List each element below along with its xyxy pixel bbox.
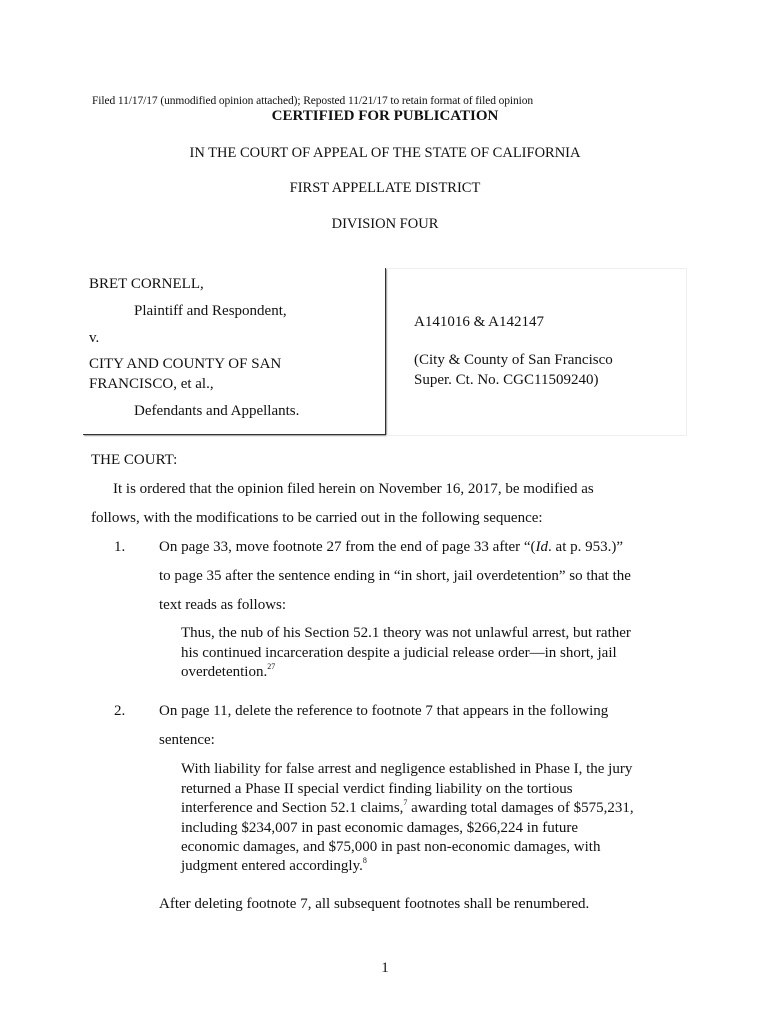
footnote-27-marker: 27 bbox=[267, 662, 276, 671]
item2-number: 2. bbox=[114, 703, 126, 719]
district-heading: FIRST APPELLATE DISTRICT bbox=[289, 180, 481, 196]
superior-court-line2: Super. Ct. No. CGC11509240) bbox=[414, 372, 599, 388]
item1-line1: On page 33, move footnote 27 from the end of page 33 after “(Id. at p. 953.)” bbox=[159, 539, 624, 555]
intro-line2: follows, with the modifications to be carried out in the following sequence: bbox=[91, 510, 543, 526]
certified-heading: CERTIFIED FOR PUBLICATION bbox=[271, 108, 499, 124]
footnote-8-marker: 8 bbox=[362, 856, 367, 865]
page-number: 1 bbox=[381, 960, 389, 976]
plaintiff-role: Plaintiff and Respondent, bbox=[134, 303, 287, 319]
division-heading: DIVISION FOUR bbox=[331, 216, 439, 232]
item2-line1: On page 11, delete the reference to footnote 7 that appears in the following bbox=[159, 703, 609, 719]
item1-quote-line2: his continued incarceration despite a judicial release order—in short, jail bbox=[181, 645, 617, 661]
the-court-label: THE COURT: bbox=[91, 452, 178, 468]
item1-quote-line1: Thus, the nub of his Section 52.1 theory was not unlawful arrest, but rather bbox=[181, 625, 631, 641]
item1-quote-line3: overdetention.$^{27}$ bbox=[181, 662, 276, 680]
item1-line3: text reads as follows: bbox=[159, 597, 287, 613]
intro-line1: It is ordered that the opinion filed herein on November 16, 2017, be modified as bbox=[113, 481, 594, 497]
item2-quote-line2: returned a Phase II special verdict finding liability on the tortious bbox=[181, 781, 573, 797]
footnote-7-marker: 7 bbox=[403, 798, 408, 807]
defendant-name-line2: FRANCISCO, et al., bbox=[89, 376, 214, 392]
item1-line2: to page 35 after the sentence ending in “in short, jail overdetention” so that the bbox=[159, 568, 631, 584]
versus: v. bbox=[89, 330, 100, 346]
defendant-role: Defendants and Appellants. bbox=[134, 403, 300, 419]
item2-quote-line6: judgment entered accordingly.$^8$ bbox=[181, 856, 367, 874]
item2-after-note: After deleting footnote 7, all subsequent footnotes shall be renumbered. bbox=[159, 896, 590, 912]
superior-court-line1: (City & County of San Francisco bbox=[414, 352, 613, 368]
item2-quote-line1: With liability for false arrest and negligence established in Phase I, the jury bbox=[181, 761, 633, 777]
case-numbers: A141016 & A142147 bbox=[414, 314, 545, 330]
plaintiff-name: BRET CORNELL, bbox=[89, 276, 204, 292]
item2-quote-line3: interference and Section 52.1 claims,$^7$ awarding total damages of $575,231, bbox=[181, 798, 634, 816]
item2-line2: sentence: bbox=[159, 732, 215, 748]
court-heading: IN THE COURT OF APPEAL OF THE STATE OF CALIFORNIA bbox=[189, 145, 581, 161]
item1-number: 1. bbox=[114, 539, 126, 555]
item2-quote-line5: economic damages, and $75,000 in past non-economic damages, with bbox=[181, 839, 601, 855]
filed-note: Filed 11/17/17 (unmodified opinion attached); Reposted 11/21/17 to retain format of filed opinion bbox=[92, 95, 534, 107]
defendant-name-line1: CITY AND COUNTY OF SAN bbox=[89, 356, 282, 372]
item2-quote-line4: including $234,007 in past economic damages, $266,224 in future bbox=[181, 820, 579, 836]
